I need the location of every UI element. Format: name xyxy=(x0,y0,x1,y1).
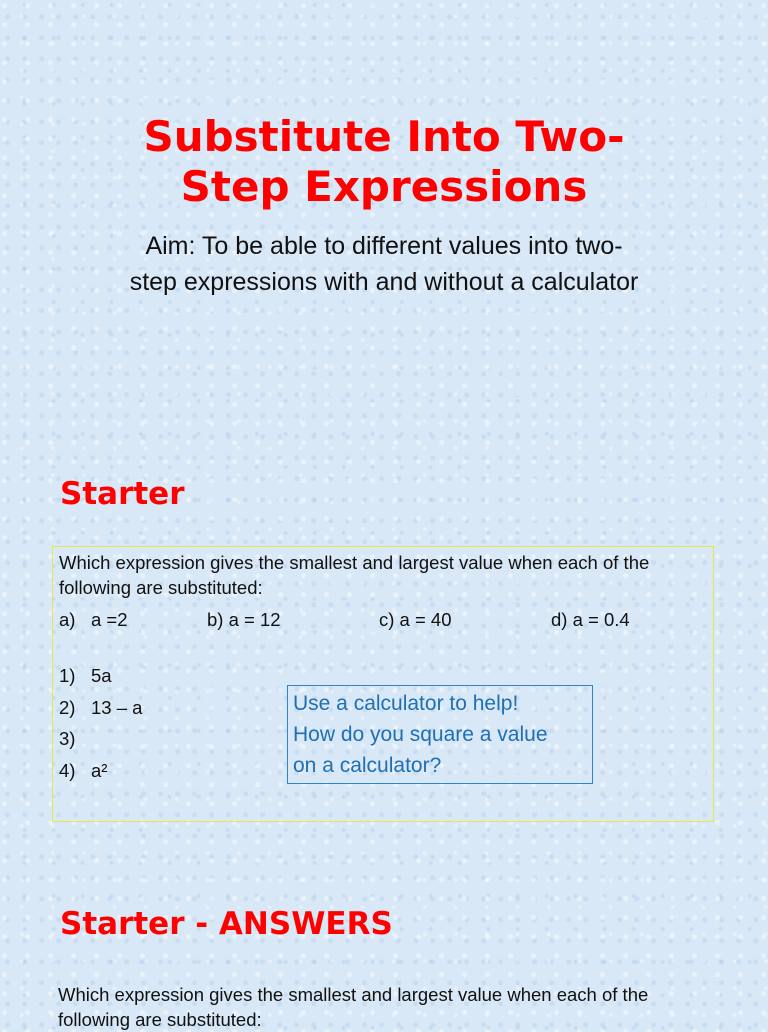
expression-text: a² xyxy=(91,760,108,781)
slide-title xyxy=(0,112,768,212)
option-d: d) a = 0.4 xyxy=(551,609,630,630)
expression-item-4 xyxy=(59,760,107,782)
aim-line-2: step expressions with and without a calculator xyxy=(129,268,639,296)
tip-line-1: Use a calculator to help! xyxy=(293,692,519,715)
title-line-2: Step Expressions xyxy=(180,162,588,211)
starter-box xyxy=(52,546,714,822)
tip-line-2: How do you square a value xyxy=(293,723,548,746)
tip-line-3: on a calculator? xyxy=(293,754,442,777)
expression-item-3 xyxy=(59,728,91,750)
option-b: b) a = 12 xyxy=(207,609,281,630)
option-c: c) a = 40 xyxy=(379,609,452,630)
answers-heading: Starter - ANSWERS xyxy=(60,906,393,942)
expression-text: 13 – a xyxy=(91,697,143,718)
expression-text: 5a xyxy=(91,665,112,686)
expression-item-2 xyxy=(59,697,142,719)
expression-item-1 xyxy=(59,665,112,687)
starter-heading: Starter xyxy=(60,476,185,512)
calculator-tip-box xyxy=(287,685,593,784)
expression-number: 4) xyxy=(59,760,76,781)
starter-prompt: Which expression gives the smallest and largest value when each of the following are substituted: xyxy=(59,552,650,598)
expression-number: 1) xyxy=(59,665,76,686)
aim-text xyxy=(30,228,738,300)
option-a-label: a) xyxy=(59,609,76,630)
title-line-1: Substitute Into Two- xyxy=(143,112,625,161)
answers-prompt: Which expression gives the smallest and largest value when each of the following are substituted: xyxy=(58,984,649,1030)
expression-number: 2) xyxy=(59,697,76,718)
aim-line-1: Aim: To be able to different values into two- xyxy=(145,232,623,260)
expression-number: 3) xyxy=(59,728,76,749)
option-a: a =2 xyxy=(91,609,128,630)
